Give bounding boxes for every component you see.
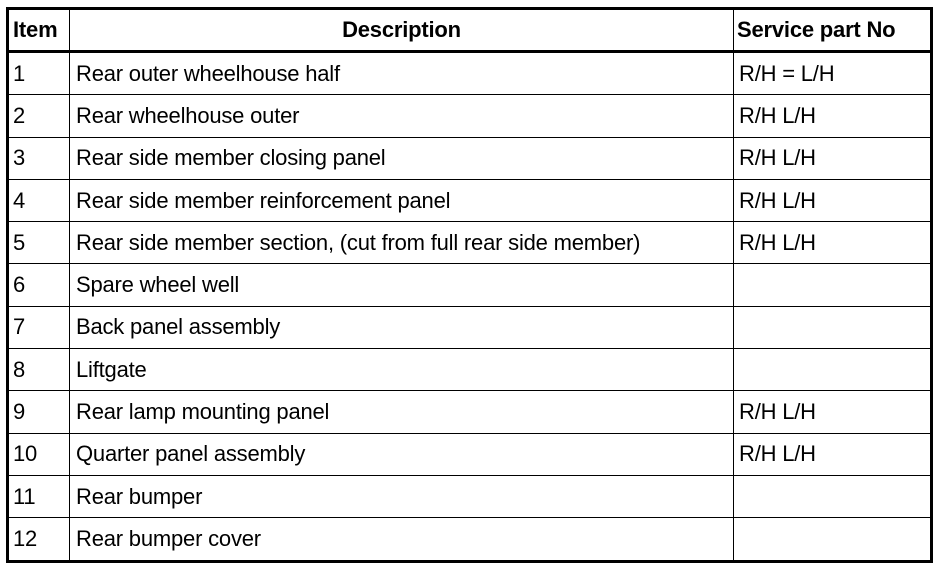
item-description: Rear side member section, (cut from full rear side member): [70, 222, 734, 264]
item-description: Quarter panel assembly: [70, 433, 734, 475]
item-description: Liftgate: [70, 349, 734, 391]
service-part-no: R/H L/H: [734, 433, 932, 475]
service-part-no: R/H L/H: [734, 137, 932, 179]
item-description: Rear lamp mounting panel: [70, 391, 734, 433]
table-header: [8, 9, 932, 52]
item-number: 6: [8, 264, 70, 306]
service-part-no: R/H L/H: [734, 95, 932, 137]
item-number: 9: [8, 391, 70, 433]
table-body: [8, 52, 932, 562]
service-part-no: R/H = L/H: [734, 52, 932, 95]
item-description: Back panel assembly: [70, 306, 734, 348]
table-row: [8, 518, 932, 561]
header-description: Description: [70, 9, 734, 52]
table-row: [8, 475, 932, 517]
service-part-no: [734, 518, 932, 561]
table-row: [8, 306, 932, 348]
item-number: 5: [8, 222, 70, 264]
service-part-no: [734, 264, 932, 306]
header-service-part-no: Service part No: [734, 9, 932, 52]
table-row: [8, 95, 932, 137]
header-item: Item: [8, 9, 70, 52]
table-row: [8, 179, 932, 221]
service-part-no: [734, 349, 932, 391]
service-part-no: R/H L/H: [734, 179, 932, 221]
item-description: Rear bumper: [70, 475, 734, 517]
item-description: Spare wheel well: [70, 264, 734, 306]
item-number: 4: [8, 179, 70, 221]
service-part-no: R/H L/H: [734, 391, 932, 433]
item-number: 1: [8, 52, 70, 95]
item-number: 12: [8, 518, 70, 561]
service-part-no: [734, 475, 932, 517]
table-row: [8, 349, 932, 391]
parts-table: [6, 7, 933, 563]
table-row: [8, 433, 932, 475]
table-row: [8, 264, 932, 306]
service-part-no: R/H L/H: [734, 222, 932, 264]
item-description: Rear wheelhouse outer: [70, 95, 734, 137]
item-number: 3: [8, 137, 70, 179]
table-row: [8, 391, 932, 433]
item-description: Rear side member reinforcement panel: [70, 179, 734, 221]
item-number: 11: [8, 475, 70, 517]
item-number: 2: [8, 95, 70, 137]
item-number: 10: [8, 433, 70, 475]
header-row: [8, 9, 932, 52]
table-row: [8, 52, 932, 95]
table-row: [8, 137, 932, 179]
item-description: Rear side member closing panel: [70, 137, 734, 179]
item-number: 8: [8, 349, 70, 391]
service-part-no: [734, 306, 932, 348]
item-number: 7: [8, 306, 70, 348]
item-description: Rear bumper cover: [70, 518, 734, 561]
table-row: [8, 222, 932, 264]
item-description: Rear outer wheelhouse half: [70, 52, 734, 95]
